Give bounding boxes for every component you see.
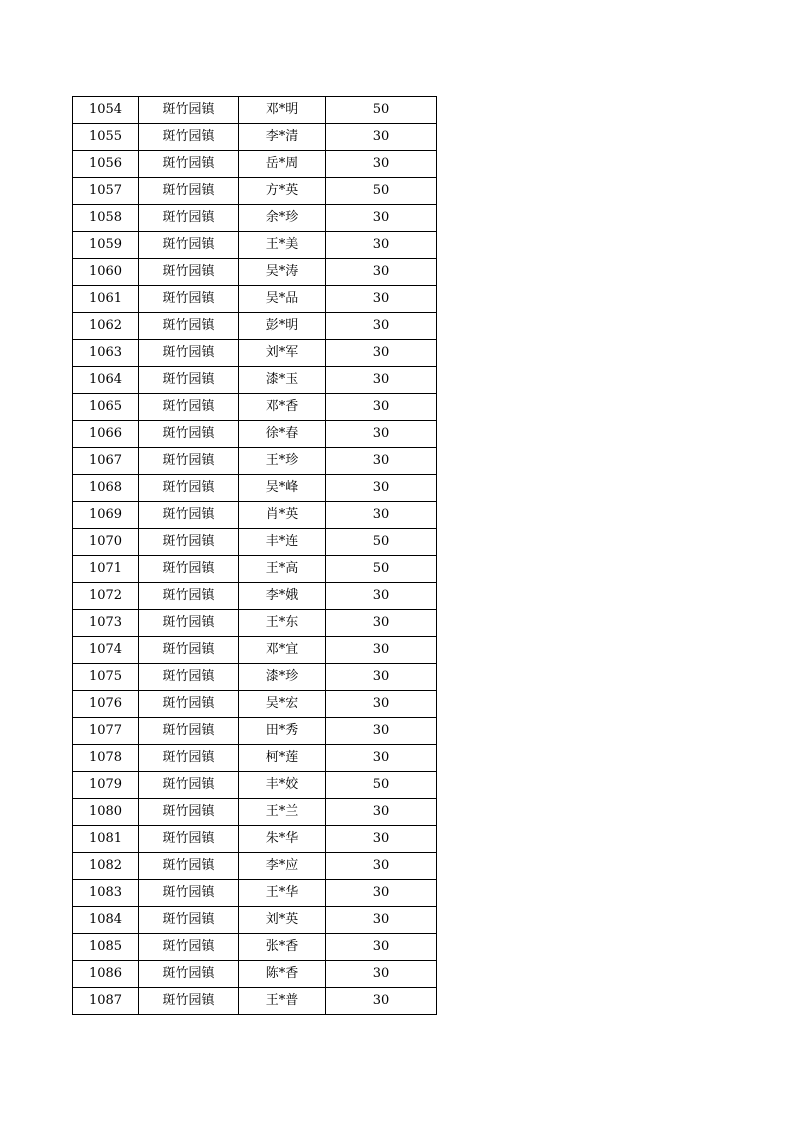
row-number-cell: 1084 [73, 907, 139, 934]
row-number-cell: 1061 [73, 286, 139, 313]
name-cell: 吴*宏 [239, 691, 326, 718]
name-cell: 邓*明 [239, 97, 326, 124]
row-number-cell: 1067 [73, 448, 139, 475]
name-cell: 余*珍 [239, 205, 326, 232]
town-cell: 斑竹园镇 [139, 880, 239, 907]
amount-cell: 30 [326, 232, 437, 259]
name-cell: 吴*品 [239, 286, 326, 313]
table-body [73, 97, 437, 1015]
row-number-cell: 1073 [73, 610, 139, 637]
name-cell: 朱*华 [239, 826, 326, 853]
town-cell: 斑竹园镇 [139, 826, 239, 853]
amount-cell: 30 [326, 718, 437, 745]
table-row [73, 610, 437, 637]
row-number-cell: 1065 [73, 394, 139, 421]
row-number-cell: 1070 [73, 529, 139, 556]
table-row [73, 421, 437, 448]
town-cell: 斑竹园镇 [139, 799, 239, 826]
amount-cell: 30 [326, 286, 437, 313]
amount-cell: 30 [326, 691, 437, 718]
name-cell: 李*娥 [239, 583, 326, 610]
town-cell: 斑竹园镇 [139, 907, 239, 934]
name-cell: 漆*珍 [239, 664, 326, 691]
name-cell: 漆*玉 [239, 367, 326, 394]
name-cell: 王*普 [239, 988, 326, 1015]
row-number-cell: 1075 [73, 664, 139, 691]
row-number-cell: 1081 [73, 826, 139, 853]
amount-cell: 30 [326, 637, 437, 664]
town-cell: 斑竹园镇 [139, 340, 239, 367]
town-cell: 斑竹园镇 [139, 691, 239, 718]
row-number-cell: 1068 [73, 475, 139, 502]
amount-cell: 30 [326, 313, 437, 340]
table-row [73, 988, 437, 1015]
table-row [73, 907, 437, 934]
town-cell: 斑竹园镇 [139, 232, 239, 259]
town-cell: 斑竹园镇 [139, 421, 239, 448]
town-cell: 斑竹园镇 [139, 583, 239, 610]
amount-cell: 30 [326, 583, 437, 610]
amount-cell: 30 [326, 664, 437, 691]
row-number-cell: 1066 [73, 421, 139, 448]
table-row [73, 529, 437, 556]
row-number-cell: 1071 [73, 556, 139, 583]
table-row [73, 799, 437, 826]
row-number-cell: 1062 [73, 313, 139, 340]
row-number-cell: 1085 [73, 934, 139, 961]
town-cell: 斑竹园镇 [139, 313, 239, 340]
town-cell: 斑竹园镇 [139, 367, 239, 394]
amount-cell: 50 [326, 97, 437, 124]
town-cell: 斑竹园镇 [139, 394, 239, 421]
town-cell: 斑竹园镇 [139, 934, 239, 961]
amount-cell: 30 [326, 799, 437, 826]
name-cell: 柯*莲 [239, 745, 326, 772]
amount-cell: 30 [326, 394, 437, 421]
row-number-cell: 1058 [73, 205, 139, 232]
row-number-cell: 1056 [73, 151, 139, 178]
amount-cell: 30 [326, 853, 437, 880]
table-row [73, 205, 437, 232]
row-number-cell: 1069 [73, 502, 139, 529]
name-cell: 李*清 [239, 124, 326, 151]
amount-cell: 30 [326, 151, 437, 178]
row-number-cell: 1060 [73, 259, 139, 286]
town-cell: 斑竹园镇 [139, 772, 239, 799]
amount-cell: 30 [326, 124, 437, 151]
town-cell: 斑竹园镇 [139, 988, 239, 1015]
row-number-cell: 1079 [73, 772, 139, 799]
amount-cell: 30 [326, 826, 437, 853]
amount-cell: 30 [326, 448, 437, 475]
amount-cell: 30 [326, 367, 437, 394]
amount-cell: 30 [326, 610, 437, 637]
table-row [73, 961, 437, 988]
table-row [73, 367, 437, 394]
town-cell: 斑竹园镇 [139, 259, 239, 286]
name-cell: 邓*宜 [239, 637, 326, 664]
amount-cell: 30 [326, 475, 437, 502]
amount-cell: 30 [326, 880, 437, 907]
table-row [73, 232, 437, 259]
table-row [73, 664, 437, 691]
row-number-cell: 1057 [73, 178, 139, 205]
row-number-cell: 1078 [73, 745, 139, 772]
name-cell: 丰*连 [239, 529, 326, 556]
town-cell: 斑竹园镇 [139, 556, 239, 583]
table-row [73, 826, 437, 853]
town-cell: 斑竹园镇 [139, 97, 239, 124]
name-cell: 王*高 [239, 556, 326, 583]
amount-cell: 30 [326, 259, 437, 286]
town-cell: 斑竹园镇 [139, 475, 239, 502]
table-row [73, 448, 437, 475]
name-cell: 王*兰 [239, 799, 326, 826]
name-cell: 丰*姣 [239, 772, 326, 799]
town-cell: 斑竹园镇 [139, 745, 239, 772]
table-row [73, 259, 437, 286]
name-cell: 陈*香 [239, 961, 326, 988]
town-cell: 斑竹园镇 [139, 853, 239, 880]
name-cell: 王*华 [239, 880, 326, 907]
amount-cell: 30 [326, 745, 437, 772]
table-row [73, 475, 437, 502]
row-number-cell: 1072 [73, 583, 139, 610]
name-cell: 吴*峰 [239, 475, 326, 502]
amount-cell: 30 [326, 988, 437, 1015]
name-cell: 李*应 [239, 853, 326, 880]
row-number-cell: 1063 [73, 340, 139, 367]
name-cell: 王*珍 [239, 448, 326, 475]
town-cell: 斑竹园镇 [139, 718, 239, 745]
row-number-cell: 1077 [73, 718, 139, 745]
table-row [73, 124, 437, 151]
table-row [73, 178, 437, 205]
name-cell: 王*东 [239, 610, 326, 637]
name-cell: 吴*涛 [239, 259, 326, 286]
town-cell: 斑竹园镇 [139, 529, 239, 556]
town-cell: 斑竹园镇 [139, 178, 239, 205]
table-row [73, 637, 437, 664]
amount-cell: 50 [326, 772, 437, 799]
town-cell: 斑竹园镇 [139, 286, 239, 313]
amount-cell: 30 [326, 934, 437, 961]
table-row [73, 718, 437, 745]
row-number-cell: 1064 [73, 367, 139, 394]
table-row [73, 97, 437, 124]
row-number-cell: 1054 [73, 97, 139, 124]
town-cell: 斑竹园镇 [139, 124, 239, 151]
town-cell: 斑竹园镇 [139, 637, 239, 664]
row-number-cell: 1086 [73, 961, 139, 988]
table-row [73, 745, 437, 772]
amount-cell: 30 [326, 961, 437, 988]
amount-cell: 30 [326, 421, 437, 448]
row-number-cell: 1080 [73, 799, 139, 826]
name-cell: 徐*春 [239, 421, 326, 448]
table-row [73, 151, 437, 178]
table-row [73, 394, 437, 421]
table-row [73, 502, 437, 529]
row-number-cell: 1076 [73, 691, 139, 718]
town-cell: 斑竹园镇 [139, 448, 239, 475]
town-cell: 斑竹园镇 [139, 151, 239, 178]
town-cell: 斑竹园镇 [139, 664, 239, 691]
amount-cell: 30 [326, 340, 437, 367]
row-number-cell: 1082 [73, 853, 139, 880]
row-number-cell: 1059 [73, 232, 139, 259]
subsidy-table [72, 96, 437, 1015]
name-cell: 刘*军 [239, 340, 326, 367]
table-row [73, 880, 437, 907]
table-row [73, 286, 437, 313]
amount-cell: 30 [326, 907, 437, 934]
town-cell: 斑竹园镇 [139, 205, 239, 232]
name-cell: 岳*周 [239, 151, 326, 178]
name-cell: 田*秀 [239, 718, 326, 745]
table-row [73, 556, 437, 583]
table-row [73, 583, 437, 610]
name-cell: 方*英 [239, 178, 326, 205]
table-row [73, 934, 437, 961]
name-cell: 王*美 [239, 232, 326, 259]
amount-cell: 50 [326, 178, 437, 205]
table-row [73, 313, 437, 340]
town-cell: 斑竹园镇 [139, 961, 239, 988]
name-cell: 张*香 [239, 934, 326, 961]
row-number-cell: 1087 [73, 988, 139, 1015]
table-row [73, 340, 437, 367]
amount-cell: 30 [326, 205, 437, 232]
row-number-cell: 1055 [73, 124, 139, 151]
name-cell: 邓*香 [239, 394, 326, 421]
table-row [73, 691, 437, 718]
town-cell: 斑竹园镇 [139, 610, 239, 637]
name-cell: 肖*英 [239, 502, 326, 529]
row-number-cell: 1083 [73, 880, 139, 907]
name-cell: 彭*明 [239, 313, 326, 340]
amount-cell: 30 [326, 502, 437, 529]
table-row [73, 772, 437, 799]
town-cell: 斑竹园镇 [139, 502, 239, 529]
amount-cell: 50 [326, 556, 437, 583]
row-number-cell: 1074 [73, 637, 139, 664]
name-cell: 刘*英 [239, 907, 326, 934]
amount-cell: 50 [326, 529, 437, 556]
table-row [73, 853, 437, 880]
